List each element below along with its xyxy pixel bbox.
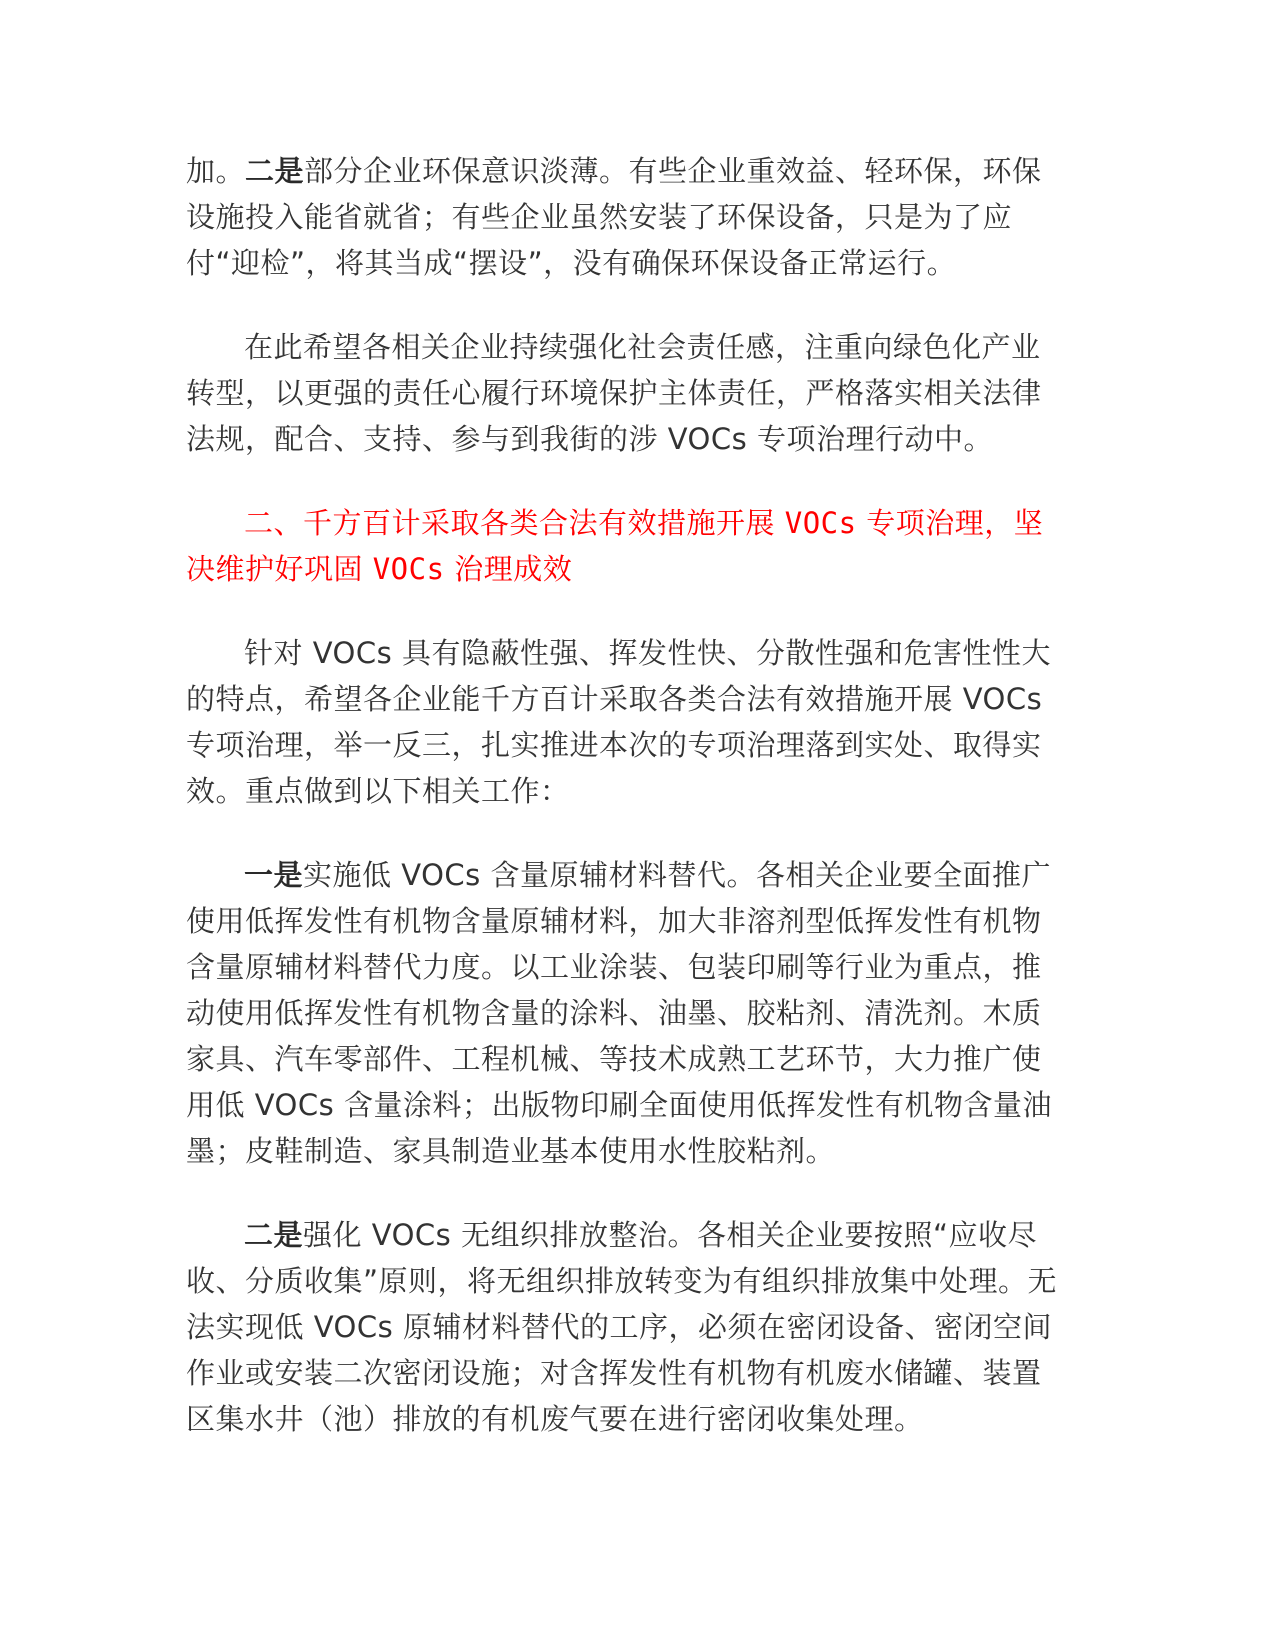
paragraph-lead-text: 加。: [186, 154, 246, 188]
bold-marker-second: 二是: [244, 1218, 304, 1252]
heading-text-part3: 治理成效: [444, 552, 573, 586]
paragraph-text: 实施低 VOCs 含量原辅材料替代。各相关企业要全面推广使用低挥发性有机物含量原辅材料，加大非溶剂型低挥发性有机物含量原辅材料替代力度。以工业涂装、包装印刷等行业为重点，推动使用低挥发性有机物含量的涂料、油墨、胶粘剂、清洗剂。木质家具、汽车零部件、工程机械、等技术成熟工艺环节，大力推广使用低 VOCs 含量涂料；出版物印刷全面使用低挥发性有机物含量油墨；皮鞋制造、家具制造业基本使用水性胶粘剂。: [186, 858, 1052, 1168]
bold-marker-first: 一是: [244, 858, 304, 892]
paragraph-corporate-responsibility: 在此希望各相关企业持续强化社会责任感，注重向绿色化产业转型，以更强的责任心履行环境保护主体责任，严格落实相关法律法规，配合、支持、参与到我街的涉 VOCs 专项治理行动中。: [186, 330, 1042, 456]
paragraph-emission-control: [186, 1212, 1066, 1442]
paragraph-text: 部分企业环保意识淡薄。有些企业重效益、轻环保，环保设施投入能省就省；有些企业虽然安装了环保设备，只是为了应付“迎检”，将其当成“摆设”，没有确保环保设备正常运行。: [186, 154, 1042, 280]
heading-text-part1: 二、千方百计采取各类合法有效措施开展: [244, 506, 785, 540]
heading-code-vocs-1: VOCs: [784, 506, 857, 540]
section-heading-2: [186, 500, 1066, 592]
paragraph-text: 强化 VOCs 无组织排放整治。各相关企业要按照“应收尽收、分质收集”原则，将无组织排放转变为有组织排放集中处理。无法实现低 VOCs 原辅材料替代的工序，必须在密闭设备、密闭空间作业或安装二次密闭设施；对含挥发性有机物有机废水储罐、装置区集水井（池）排放的有机废气要在进行密闭收集处理。: [186, 1218, 1058, 1436]
paragraph-material-substitution: [186, 852, 1066, 1174]
heading-code-vocs-2: VOCs: [372, 552, 445, 586]
paragraph-vocs-characteristics: 针对 VOCs 具有隐蔽性强、挥发性快、分散性强和危害性性大的特点，希望各企业能千方百计采取各类合法有效措施开展 VOCs 专项治理，举一反三，扎实推进本次的专项治理落到实处、取得实效。重点做到以下相关工作：: [186, 636, 1051, 808]
paragraph-environmental-awareness: [186, 148, 1066, 286]
document-body: [186, 148, 1066, 1480]
bold-marker-second: 二是: [245, 154, 305, 188]
heading-text-part2: 专项治理，坚决维护好巩固: [186, 506, 1044, 586]
